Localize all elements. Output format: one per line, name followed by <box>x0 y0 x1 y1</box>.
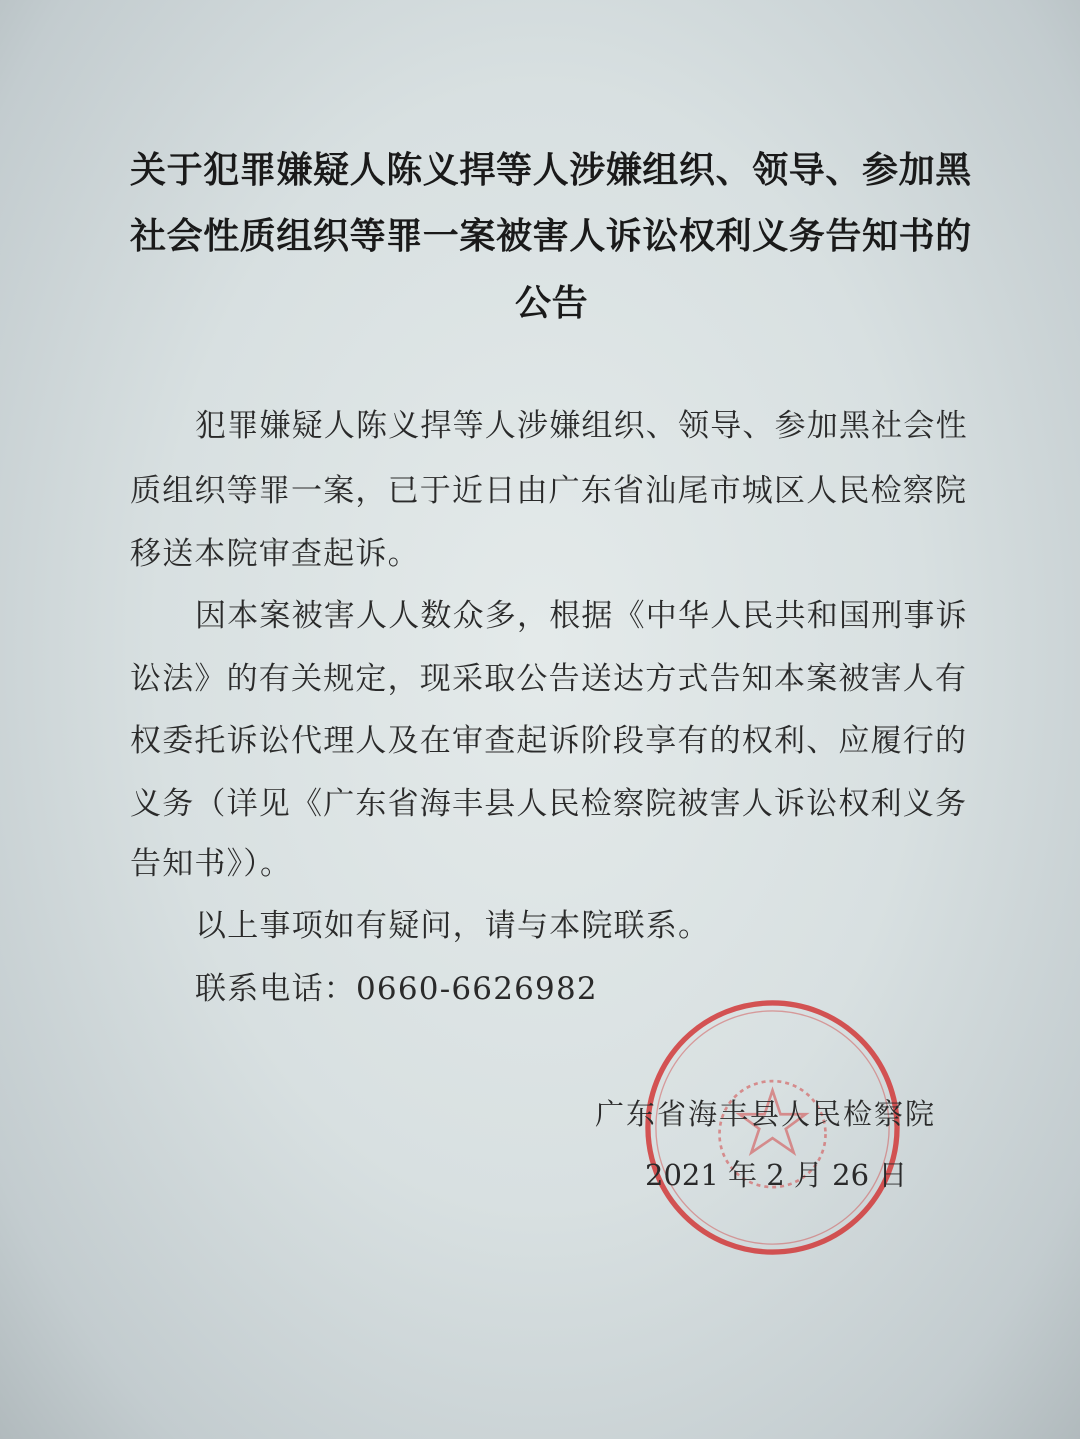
title-line-3: 公告 <box>515 283 589 324</box>
body-line: 质组织等罪一案，已于近日由广东省汕尾市城区人民检察院 <box>130 473 968 509</box>
body-line: 讼法》的有关规定，现采取公告送达方式告知本案被害人有 <box>130 661 968 697</box>
body-line: 权委托诉讼代理人及在审查起诉阶段享有的权利、应履行的 <box>130 723 968 759</box>
body-line: 移送本院审查起诉。 <box>130 536 420 572</box>
title-line-2: 社会性质组织等罪一案被害人诉讼权利义务告知书的 <box>130 216 972 257</box>
body-line: 以上事项如有疑问，请与本院联系。 <box>195 908 711 944</box>
contact-phone: 联系电话：0660-6626982 <box>195 971 598 1007</box>
body-line: 义务（详见《广东省海丰县人民检察院被害人诉讼权利义务 <box>130 786 968 822</box>
body-line: 因本案被害人人数众多，根据《中华人民共和国刑事诉 <box>195 598 968 634</box>
body-line: 告知书》）。 <box>130 846 293 882</box>
signature-organization: 广东省海丰县人民检察院 <box>595 1097 937 1131</box>
title-line-1: 关于犯罪嫌疑人陈义捍等人涉嫌组织、领导、参加黑 <box>130 150 972 191</box>
body-line: 犯罪嫌疑人陈义捍等人涉嫌组织、领导、参加黑社会性 <box>195 408 968 444</box>
signature-date: 2021 年 2 月 26 日 <box>645 1158 908 1192</box>
